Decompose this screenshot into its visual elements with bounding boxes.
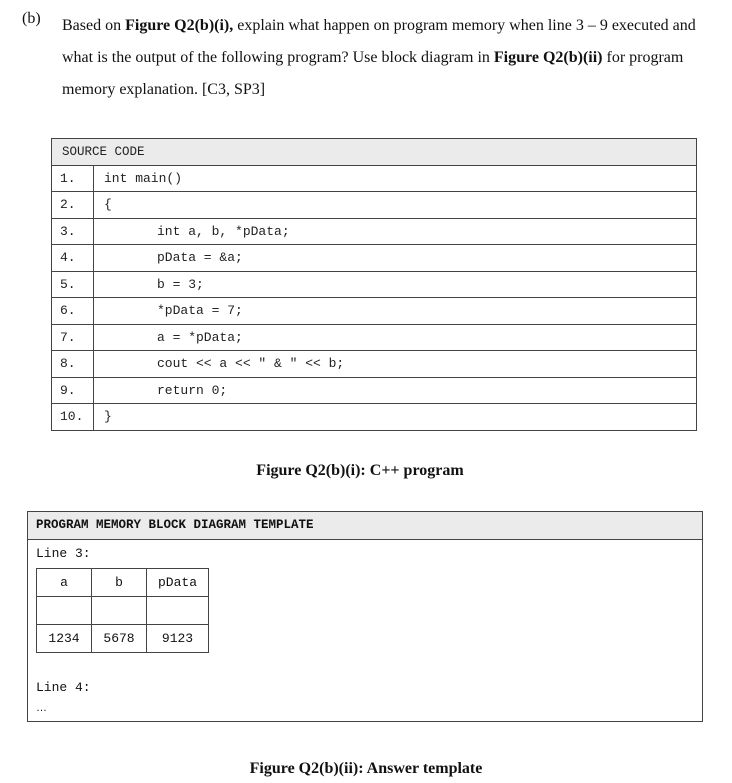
line-number: 1. xyxy=(52,165,94,192)
line-number: 9. xyxy=(52,377,94,404)
line-number: 2. xyxy=(52,192,94,219)
memory-block-template xyxy=(27,511,703,722)
code-text: int main() xyxy=(94,165,697,192)
var-b-value xyxy=(92,597,147,625)
question-label: (b) xyxy=(22,10,41,27)
value-row xyxy=(37,597,209,625)
code-text: pData = &a; xyxy=(94,245,697,272)
line-number: 7. xyxy=(52,324,94,351)
line-3-label: Line 3: xyxy=(36,546,91,561)
code-text: { xyxy=(94,192,697,219)
code-text: cout << a << " & " << b; xyxy=(94,351,697,378)
code-text: } xyxy=(94,404,697,431)
var-a-address: 1234 xyxy=(37,625,92,653)
figure-2-caption: Figure Q2(b)(ii): Answer template xyxy=(249,760,483,777)
line-number: 8. xyxy=(52,351,94,378)
line-4-label: Line 4: xyxy=(36,680,91,695)
code-row xyxy=(52,404,697,431)
var-a-value xyxy=(37,597,92,625)
code-text: a = *pData; xyxy=(94,324,697,351)
code-text: b = 3; xyxy=(94,271,697,298)
code-row xyxy=(52,192,697,219)
var-b-address: 5678 xyxy=(92,625,147,653)
memory-block-table xyxy=(36,568,209,653)
line-number: 3. xyxy=(52,218,94,245)
var-pdata-value xyxy=(147,597,209,625)
line-number: 6. xyxy=(52,298,94,325)
code-row xyxy=(52,298,697,325)
address-row xyxy=(37,625,209,653)
figure-1-caption: Figure Q2(b)(i): C++ program xyxy=(256,462,464,479)
var-a-name: a xyxy=(37,569,92,597)
code-text: *pData = 7; xyxy=(94,298,697,325)
var-pdata-name: pData xyxy=(147,569,209,597)
line-number: 10. xyxy=(52,404,94,431)
continuation-ellipsis: … xyxy=(36,702,46,714)
line-number: 4. xyxy=(52,245,94,272)
var-pdata-address: 9123 xyxy=(147,625,209,653)
question-text: Based on Figure Q2(b)(i), explain what happen on program memory when line 3 – 9 executed and what is the output of the following program? Use block diagram in Figure Q2(b)(ii) for program memory explanation. [C3, SP3] xyxy=(62,17,696,98)
code-row xyxy=(52,324,697,351)
figure-ref-1: Figure Q2(b)(i), xyxy=(125,17,234,34)
code-text: int a, b, *pData; xyxy=(94,218,697,245)
figure-ref-2: Figure Q2(b)(ii) xyxy=(493,49,603,66)
source-code-table xyxy=(51,138,697,431)
line-number: 5. xyxy=(52,271,94,298)
code-row xyxy=(52,351,697,378)
var-b-name: b xyxy=(92,569,147,597)
code-row xyxy=(52,271,697,298)
code-row xyxy=(52,377,697,404)
code-row xyxy=(52,165,697,192)
template-header: PROGRAM MEMORY BLOCK DIAGRAM TEMPLATE xyxy=(28,512,702,540)
code-row xyxy=(52,245,697,272)
source-code-header: SOURCE CODE xyxy=(52,139,697,166)
code-row xyxy=(52,218,697,245)
variable-name-row xyxy=(37,569,209,597)
code-text: return 0; xyxy=(94,377,697,404)
